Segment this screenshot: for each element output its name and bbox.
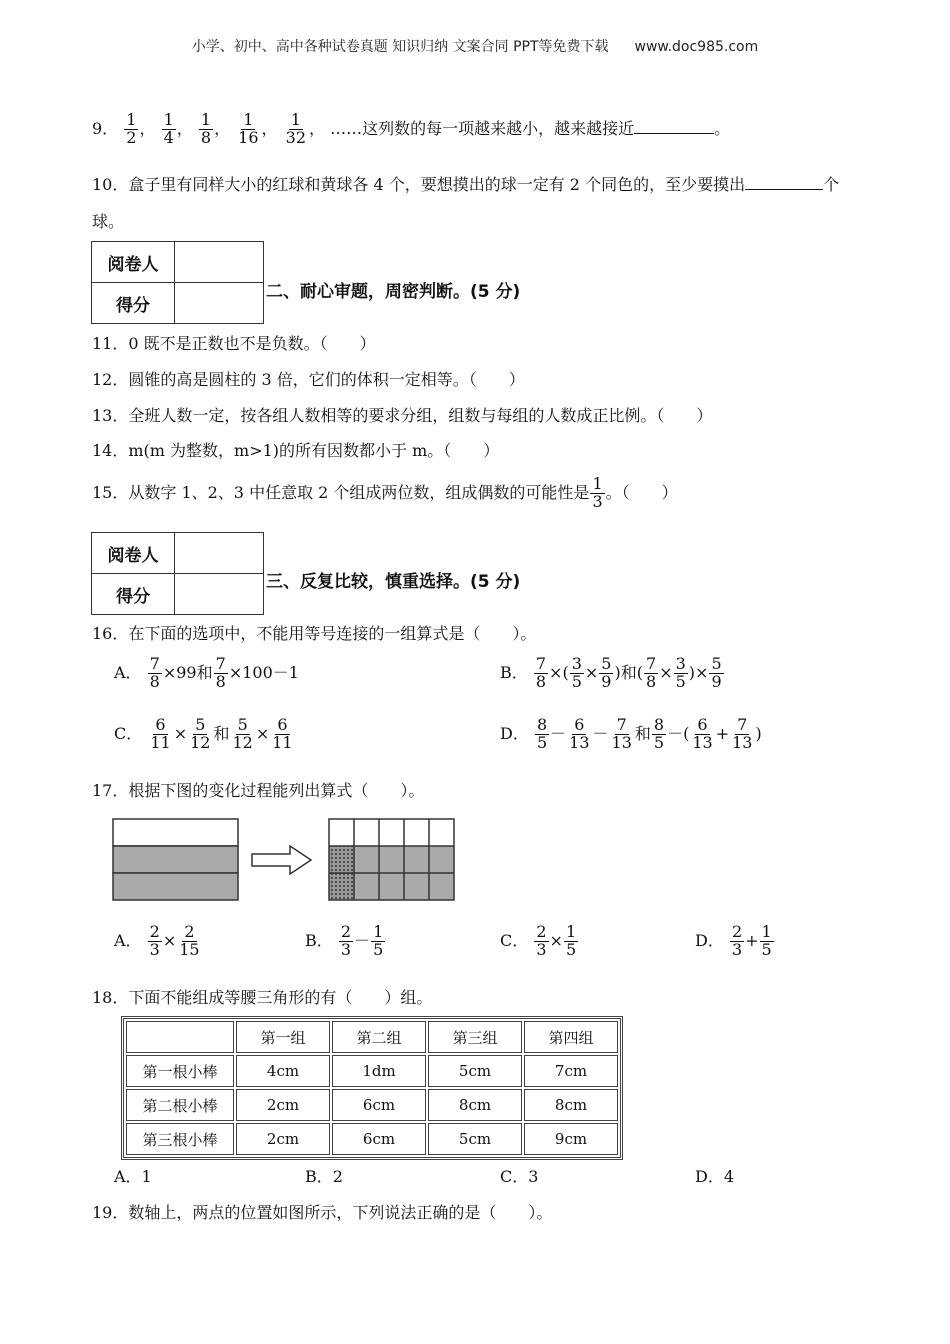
q9-frac-4: $\frac{1}{16}$ <box>238 110 259 147</box>
q16-option-d[interactable]: D． $\frac{8}{5}$ － $\frac{6}{13}$ － $\frac{7}{13}$ 和 $\frac{8}{5}$ －( $\frac{6}{13}$ + $\frac{7}{13}$ ) <box>500 715 762 752</box>
q17-option-a[interactable]: A． $\frac{2}{3}$ × $\frac{2}{15}$ <box>114 922 200 959</box>
q9-frac-5: $\frac{1}{32}$ <box>285 110 306 147</box>
table-header-row: 第一组 第二组 第三组 第四组 <box>126 1021 618 1053</box>
q10-line2: 球。 <box>92 212 125 231</box>
question-13: 13．全班人数一定，按各组人数相等的要求分组，组数与每组的人数成正比例。（ ） <box>92 406 713 425</box>
q17-right-rect <box>329 819 454 900</box>
score-label: 得分 <box>92 283 175 324</box>
q9-frac-1: $\frac{1}{2}$ <box>126 110 137 147</box>
q18-option-b[interactable]: B．2 <box>305 1167 343 1186</box>
question-15: 15．从数字 1、2、3 中任意取 2 个组成两位数，组成偶数的可能性是 $\frac{1}{3}$ 。（ ） <box>92 474 678 511</box>
q17-left-rect <box>113 819 238 900</box>
q17-option-d[interactable]: D． $\frac{2}{3}$ + $\frac{1}{5}$ <box>695 922 772 959</box>
reader-field[interactable] <box>175 533 264 574</box>
q10-text: 10．盒子里有同样大小的红球和黄球各 4 个，要想摸出的球一定有 2 个同色的，至少要摸出 <box>92 175 746 194</box>
question-11: 11．0 既不是正数也不是负数。（ ） <box>92 334 376 353</box>
page-header <box>0 36 950 56</box>
q9-frac-2: $\frac{1}{4}$ <box>163 110 174 147</box>
q18-option-c[interactable]: C．3 <box>500 1167 539 1186</box>
score-field[interactable] <box>175 574 264 615</box>
question-9: 9． $\frac{1}{2}$ ， $\frac{1}{4}$ ， $\frac{1}{8}$ ， $\frac{1}{16}$ ， $\frac{1}{32}$ ， ……这列数的每一项越来越小，越来越接近 。 <box>92 110 731 147</box>
q16-option-a[interactable]: A． $\frac{7}{8}$ ×99和 $\frac{7}{8}$ ×100－1 <box>114 654 299 691</box>
q9-answer-blank[interactable] <box>634 117 714 134</box>
question-16: 16．在下面的选项中，不能用等号连接的一组算式是（ ）。 <box>92 624 537 643</box>
q18-sticks-table <box>121 1016 623 1160</box>
arrow-icon <box>252 846 311 874</box>
q9-text: ……这列数的每一项越来越小，越来越接近 <box>330 118 635 138</box>
q10-answer-blank[interactable] <box>745 173 823 190</box>
q15-fraction: $\frac{1}{3}$ <box>592 474 603 511</box>
question-17: 17．根据下图的变化过程能列出算式（ ）。 <box>92 781 425 800</box>
table-row: 第二根小棒 2cm 6cm 8cm 8cm <box>126 1089 618 1121</box>
q16-option-b[interactable]: B． $\frac{7}{8}$ ×( $\frac{3}{5}$ × $\frac{5}{9}$ )和( $\frac{7}{8}$ × $\frac{3}{5}$ )× $\frac{5}{9}$ <box>500 654 722 691</box>
score-field[interactable] <box>175 283 264 324</box>
header-text: 小学、初中、高中各种试卷真题 知识归纳 文案合同 PPT等免费下载 <box>191 39 609 55</box>
table-row: 第三根小棒 2cm 6cm 5cm 9cm <box>126 1123 618 1155</box>
question-10: 10．盒子里有同样大小的红球和黄球各 4 个，要想摸出的球一定有 2 个同色的，至少要摸出 个 <box>92 175 840 194</box>
question-19: 19．数轴上，两点的位置如图所示，下列说法正确的是（ ）。 <box>92 1203 553 1222</box>
section-2-title: 二、耐心审题，周密判断。(5 分) <box>266 282 521 302</box>
q16-option-c[interactable]: C． $\frac{6}{11}$ × $\frac{5}{12}$ 和 $\frac{5}{12}$ × $\frac{6}{11}$ <box>114 715 293 752</box>
q17-option-c[interactable]: C． $\frac{2}{3}$ × $\frac{1}{5}$ <box>500 922 577 959</box>
score-box-1 <box>91 241 264 324</box>
section-3-title: 三、反复比较，慎重选择。(5 分) <box>266 572 521 592</box>
reader-field[interactable] <box>175 242 264 283</box>
score-label: 得分 <box>92 574 175 615</box>
question-14: 14．m(m 为整数，m>1)的所有因数都小于 m。（ ） <box>92 441 500 460</box>
reader-label: 阅卷人 <box>92 242 175 283</box>
q9-frac-3: $\frac{1}{8}$ <box>200 110 212 147</box>
question-18: 18．下面不能组成等腰三角形的有（ ）组。 <box>92 988 433 1007</box>
question-12: 12．圆锥的高是圆柱的 3 倍，它们的体积一定相等。（ ） <box>92 370 525 389</box>
score-box-2 <box>91 532 264 615</box>
q17-diagram <box>110 816 460 904</box>
q17-option-b[interactable]: B． $\frac{2}{3}$ － $\frac{1}{5}$ <box>305 922 384 959</box>
q18-option-d[interactable]: D．4 <box>695 1167 735 1186</box>
header-url: www.doc985.com <box>634 39 759 55</box>
q9-number: 9． <box>92 118 119 138</box>
reader-label: 阅卷人 <box>92 533 175 574</box>
table-row: 第一根小棒 4cm 1dm 5cm 7cm <box>126 1055 618 1087</box>
q18-option-a[interactable]: A．1 <box>114 1167 152 1186</box>
